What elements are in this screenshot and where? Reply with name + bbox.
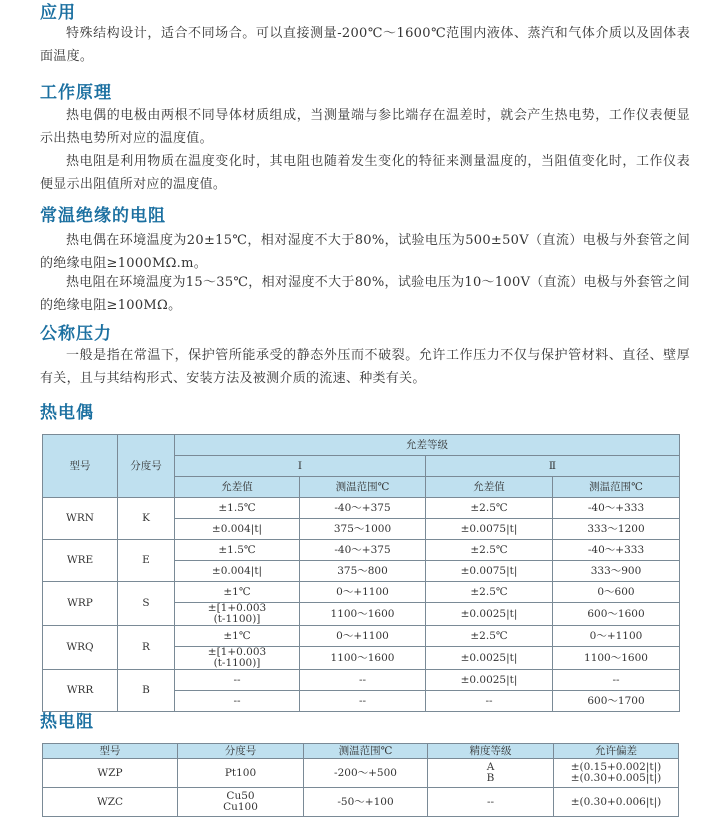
cell-accuracy-line: B (486, 772, 495, 784)
cell-class1-range: 375～800 (300, 561, 426, 582)
cell-class1-tolerance: ±[1+0.003 (t-1100)] (175, 603, 300, 626)
cell-class1-range: 1100～1600 (300, 603, 426, 626)
cell-model: WRR (43, 670, 118, 712)
thermocouple-table-body (43, 498, 680, 712)
cell-class1-range: 0～+1100 (300, 582, 426, 603)
cell-grade: R (118, 626, 175, 670)
cell-model: WRP (43, 582, 118, 626)
cell-class2-tolerance: ±0.0025|t| (426, 603, 553, 626)
cell-accuracy-line: -- (486, 795, 495, 808)
cell-class2-tolerance: ±2.5℃ (426, 626, 553, 647)
cell-grade (178, 788, 304, 817)
cell-grade: E (118, 540, 175, 582)
header-class-1: Ⅰ (175, 456, 426, 477)
cell-class2-tolerance: -- (426, 691, 553, 712)
table-row (43, 498, 680, 519)
section-title-thermocouple: 热电偶 (40, 403, 94, 423)
cell-class1-tolerance: ±1℃ (175, 626, 300, 647)
rtd-header-model: 型号 (43, 744, 178, 759)
cell-accuracy (428, 788, 554, 817)
cell-class2-tolerance: ±0.0075|t| (426, 561, 553, 582)
cell-grade (178, 759, 304, 788)
cell-class1-range: -40～+375 (300, 498, 426, 519)
cell-deviation-line: ±(0.15+0.002|t|) (570, 761, 662, 773)
cell-class2-range: 333～900 (553, 561, 680, 582)
principle-text-2: 热电阻是利用物质在温度变化时，其电阻也随着发生变化的特征来测量温度的，当阻值变化时，工作仪表便显示出阻值所对应的温度值。 (40, 154, 690, 192)
table-row (43, 582, 680, 603)
rtd-header-accuracy: 精度等级 (428, 744, 554, 759)
header-model: 型号 (43, 435, 118, 498)
section-title-application: 应用 (40, 3, 76, 23)
principle-text-1: 热电偶的电极由两根不同导体材质组成，当测量端与参比端存在温差时，就会产生热电势，工作仪表便显示出热电势所对应的温度值。 (40, 108, 690, 146)
cell-class1-tolerance: ±1℃ (175, 582, 300, 603)
cell-class1-tolerance: -- (175, 691, 300, 712)
cell-grade-line: Cu50 (226, 790, 255, 802)
insulation-text-2: 热电阻在环境温度为15～35℃，相对湿度不大于80%，试验电压为10～100V（直流）电极与外套管之间的绝缘电阻≥100MΩ。 (40, 275, 690, 313)
cell-class2-tolerance: ±0.0025|t| (426, 670, 553, 691)
cell-class1-tolerance: ±0.004|t| (175, 561, 300, 582)
table-row (43, 626, 680, 647)
cell-model: WRE (43, 540, 118, 582)
rtd-table (42, 743, 679, 817)
insulation-text-1: 热电偶在环境温度为20±15℃，相对湿度不大于80%，试验电压为500±50V（直流）电极与外套管之间的绝缘电阻≥1000MΩ.m。 (40, 233, 690, 271)
header-class2-range: 测温范围℃ (553, 477, 680, 498)
cell-model: WZC (43, 788, 178, 817)
table-row (43, 759, 679, 788)
cell-range: -200～+500 (304, 759, 428, 788)
header-class2-tolerance: 允差值 (426, 477, 553, 498)
cell-grade-line: Pt100 (224, 766, 257, 779)
rtd-header-deviation: 允许偏差 (554, 744, 679, 759)
thermocouple-table (42, 434, 680, 712)
rtd-header-grade: 分度号 (178, 744, 304, 759)
cell-model: WRQ (43, 626, 118, 670)
cell-grade: K (118, 498, 175, 540)
cell-class1-tolerance: ±1.5℃ (175, 498, 300, 519)
cell-class2-range: 0～+1100 (553, 626, 680, 647)
cell-model: WRN (43, 498, 118, 540)
cell-class2-tolerance: ±0.0075|t| (426, 519, 553, 540)
application-text: 特殊结构设计，适合不同场合。可以直接测量-200℃～1600℃范围内液体、蒸汽和气体介质以及固体表面温度。 (40, 26, 690, 64)
cell-grade: S (118, 582, 175, 626)
cell-class2-range: 600～1600 (553, 603, 680, 626)
cell-deviation-line: ±(0.30+0.005|t|) (570, 772, 662, 784)
cell-accuracy (428, 759, 554, 788)
section-title-insulation: 常温绝缘的电阻 (40, 206, 166, 226)
header-class1-range: 测温范围℃ (300, 477, 426, 498)
cell-range: -50～+100 (304, 788, 428, 817)
cell-class2-range: 600～1700 (553, 691, 680, 712)
cell-class1-tolerance: ±[1+0.003 (t-1100)] (175, 647, 300, 670)
cell-class1-range: 1100～1600 (300, 647, 426, 670)
cell-class2-tolerance: ±2.5℃ (426, 582, 553, 603)
cell-class2-range: 333～1200 (553, 519, 680, 540)
cell-deviation (554, 759, 679, 788)
cell-class2-tolerance: ±2.5℃ (426, 498, 553, 519)
cell-model: WZP (43, 759, 178, 788)
cell-deviation (554, 788, 679, 817)
section-title-principle: 工作原理 (40, 83, 112, 103)
cell-grade: B (118, 670, 175, 712)
cell-class1-range: 375～1000 (300, 519, 426, 540)
cell-grade-line: Cu100 (223, 801, 258, 813)
section-title-pressure: 公称压力 (40, 324, 112, 344)
rtd-header-range: 测温范围℃ (304, 744, 428, 759)
cell-class2-range: -- (553, 670, 680, 691)
rtd-table-body (43, 759, 679, 817)
header-grade: 分度号 (118, 435, 175, 498)
cell-class1-range: -40～+375 (300, 540, 426, 561)
cell-deviation-line: ±(0.30+0.006|t|) (570, 795, 662, 808)
table-row (43, 540, 680, 561)
cell-class1-tolerance: ±0.004|t| (175, 519, 300, 540)
cell-class1-tolerance: ±1.5℃ (175, 540, 300, 561)
header-tolerance-class: 允差等级 (175, 435, 680, 456)
section-title-rtd: 热电阻 (40, 712, 94, 732)
cell-class1-range: -- (300, 691, 426, 712)
cell-class1-range: 0～+1100 (300, 626, 426, 647)
header-class1-tolerance: 允差值 (175, 477, 300, 498)
cell-class2-range: 0～600 (553, 582, 680, 603)
header-class-2: Ⅱ (426, 456, 680, 477)
cell-class2-tolerance: ±0.0025|t| (426, 647, 553, 670)
cell-accuracy-line: A (486, 761, 495, 773)
cell-class2-range: 1100～1600 (553, 647, 680, 670)
cell-class2-tolerance: ±2.5℃ (426, 540, 553, 561)
table-row (43, 670, 680, 691)
cell-class1-range: -- (300, 670, 426, 691)
cell-class2-range: -40～+333 (553, 498, 680, 519)
pressure-text: 一般是指在常温下，保护管所能承受的静态外压而不破裂。允许工作压力不仅与保护管材料、直径、壁厚有关，且与其结构形式、安装方法及被测介质的流速、种类有关。 (40, 348, 690, 386)
table-row (43, 788, 679, 817)
cell-class2-range: -40～+333 (553, 540, 680, 561)
cell-class1-tolerance: -- (175, 670, 300, 691)
